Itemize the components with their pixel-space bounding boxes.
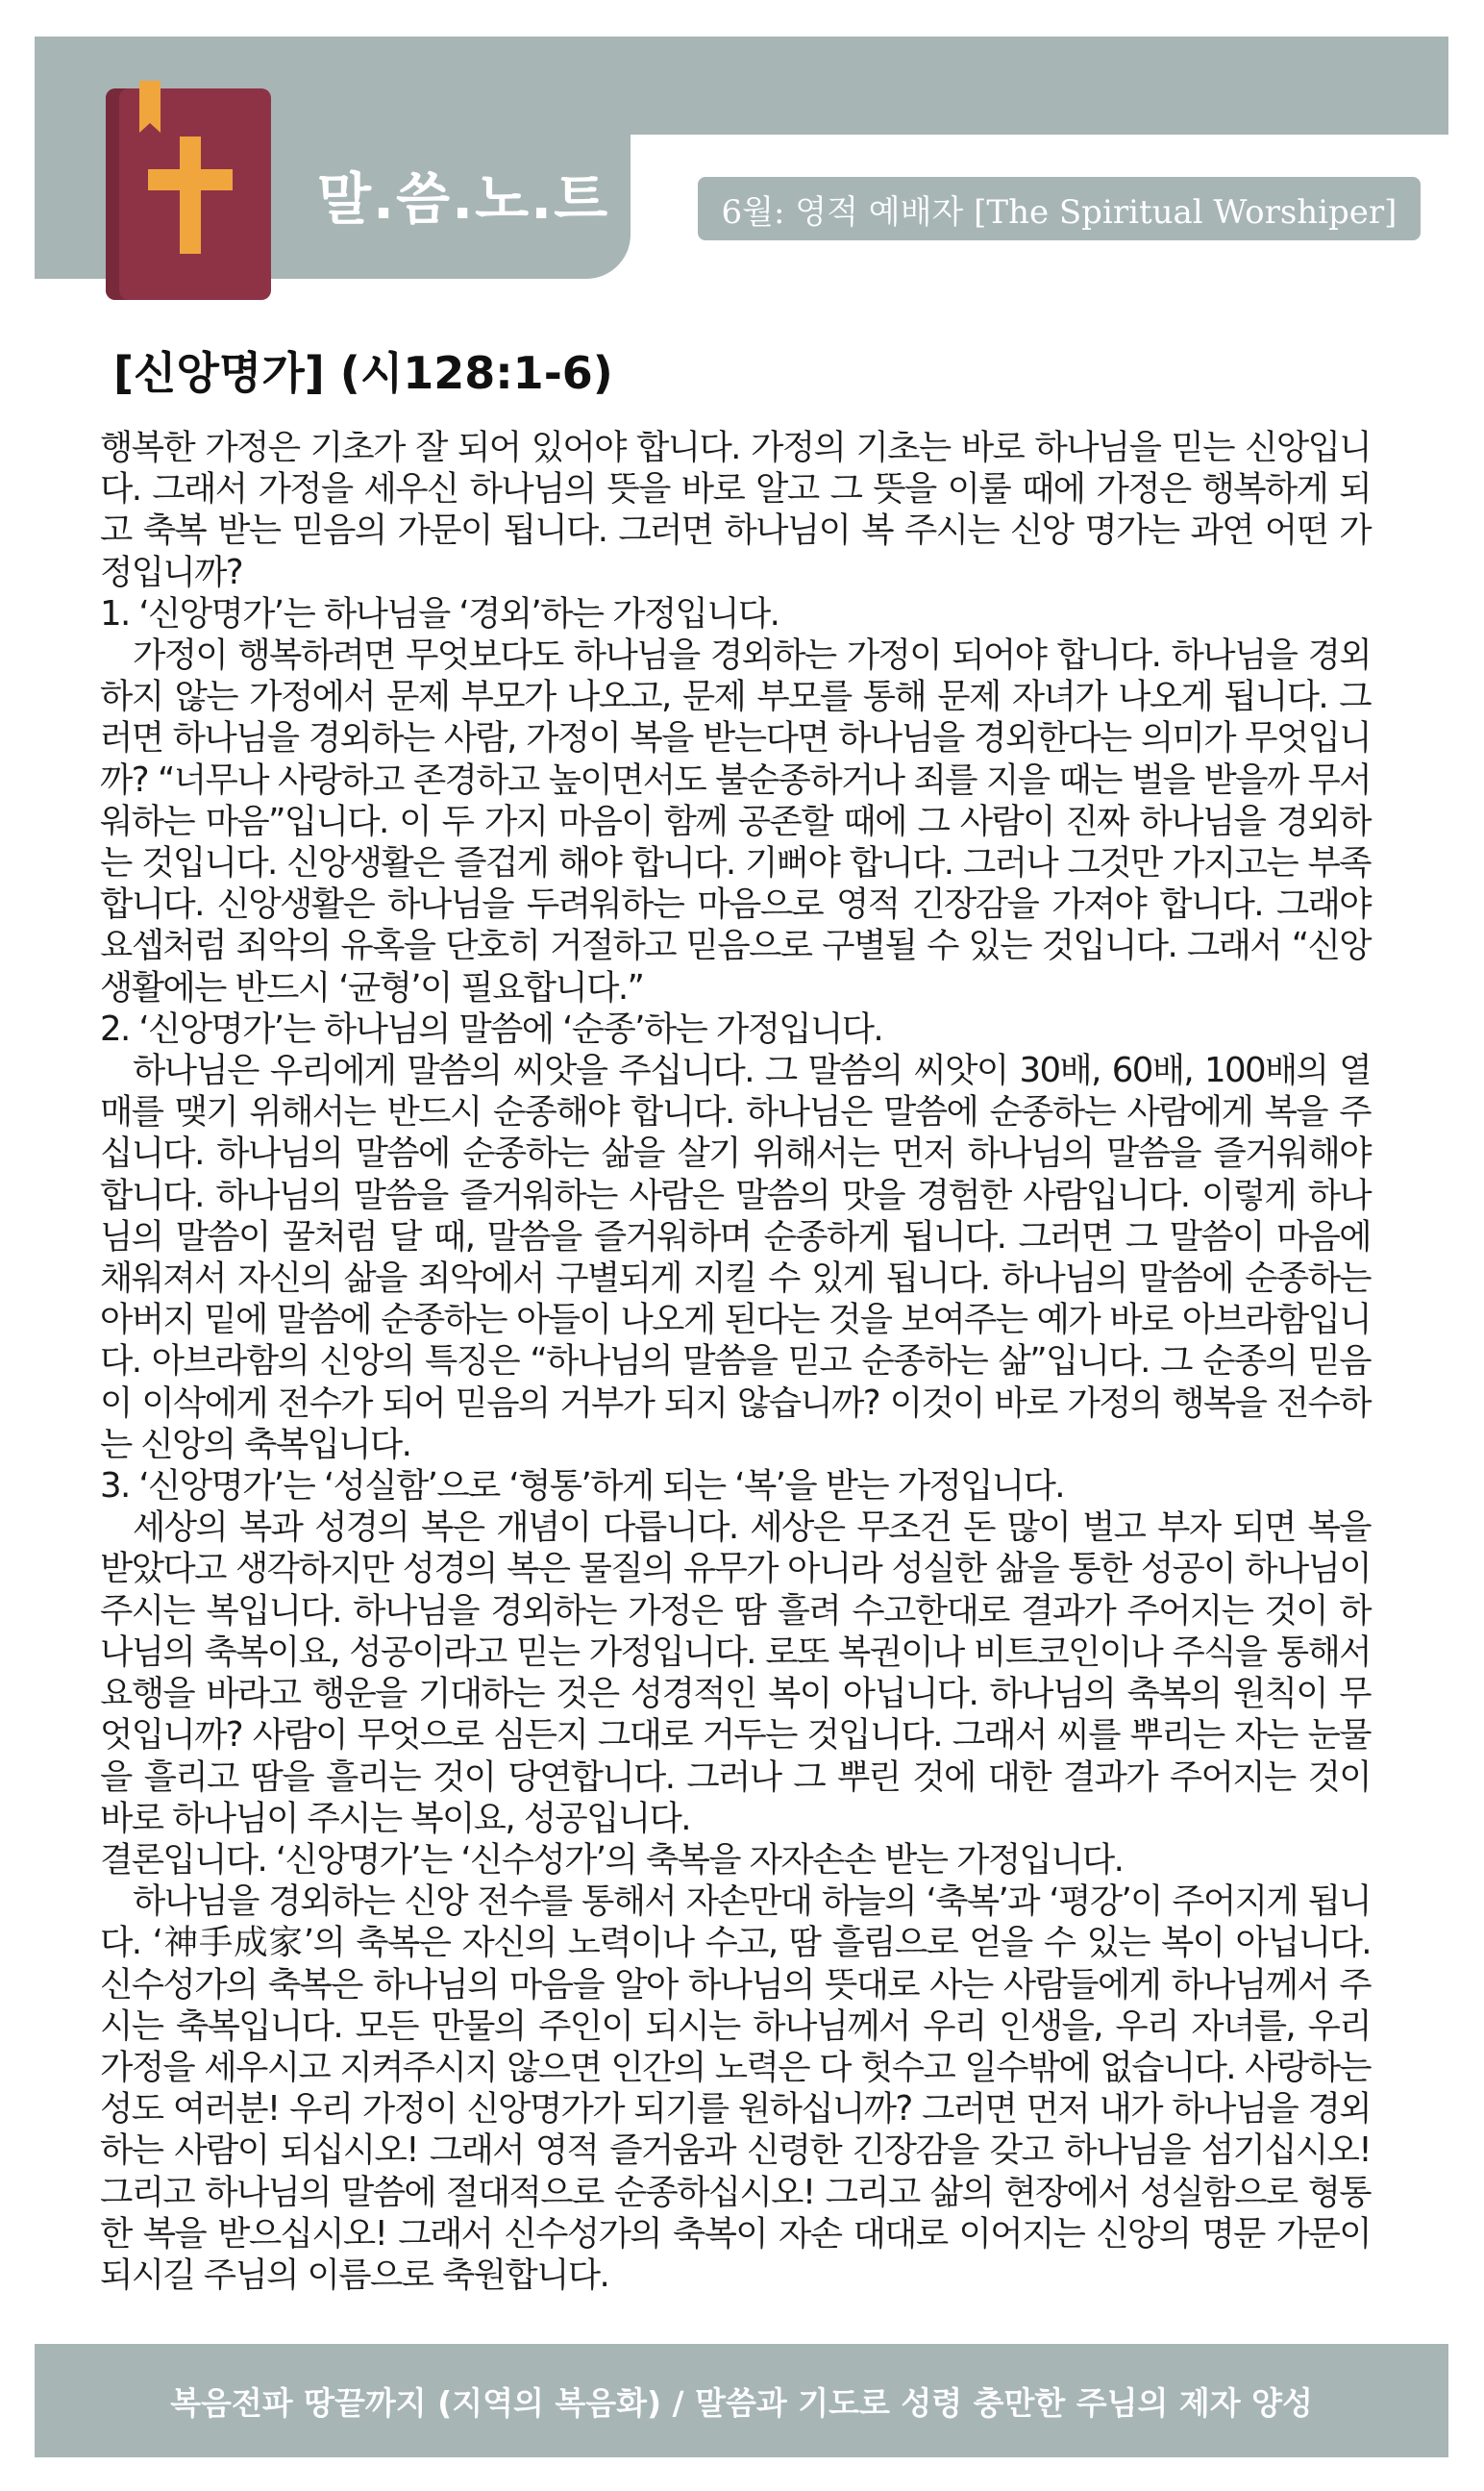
point-paragraph-3: 세상의 복과 성경의 복은 개념이 다릅니다. 세상은 무조건 돈 많이 벌고 부자 되면 복을 받았다고 생각하지만 성경의 복은 물질의 유무가 아니라 성실한 삶을 통한 성공이 하나님이 주시는 복입니다. 하나님을 경외하는 가정은 땀 흘려 수고한대로 결과가 주어지는 것이 하나님의 축복이요, 성공이라고 믿는 가정입니다. 로또 복권이나 비트코인이나 주식을 통해서 요행을 바라고 행운을 기대하는 것은 성경적인 복이 아닙니다. 하나님의 축복의 원칙이 무엇입니까? 사람이 무엇으로 심든지 그대로 거두는 것입니다. 그래서 씨를 뿌리는 자는 눈물을 흘리고 땀을 흘리는 것이 당연합니다. 그러나 그 뿌린 것에 대한 결과가 주어지는 것이 바로 하나님이 주시는 복이요, 성공입니다. (100, 1507, 1371, 1838)
conclusion-paragraph: 하나님을 경외하는 신앙 전수를 통해서 자손만대 하늘의 ‘축복’과 ‘평강’이 주어지게 됩니다. ‘神手成家’의 축복은 자신의 노력이나 수고, 땀 흘림으로 얻을 수 있는 복이 아닙니다. 신수성가의 축복은 하나님의 마음을 알아 하나님의 뜻대로 사는 사람들에게 하나님께서 주시는 축복입니다. 모든 만물의 주인이 되시는 하나님께서 우리 인생을, 우리 자녀를, 우리 가정을 세우시고 지켜주시지 않으면 인간의 노력은 다 헛수고 일수밖에 없습니다. 사랑하는 성도 여러분! 우리 가정이 신앙명가가 되기를 원하십니까? 그러면 먼저 내가 하나님을 경외하는 사람이 되십시오! 그래서 영적 즐거움과 신령한 긴장감을 갖고 하나님을 섬기십시오! 그리고 하나님의 말씀에 절대적으로 순종하십시오! 그리고 삶의 현장에서 성실함으로 형통한 복을 받으십시오! 그래서 신수성가의 축복이 자손 대대로 이어지는 신앙의 명문 가문이 되시길 주님의 이름으로 축원합니다. (100, 1881, 1371, 2295)
point-heading-2: 2. ‘신앙명가’는 하나님의 말씀에 ‘순종’하는 가정입니다. (100, 1009, 883, 1049)
point-paragraph-2: 하나님은 우리에게 말씀의 씨앗을 주십니다. 그 말씀의 씨앗이 30배, 60배, 100배의 열매를 맺기 위해서는 반드시 순종해야 합니다. 하나님은 말씀에 순종하는 사람에게 복을 주십니다. 하나님의 말씀에 순종하는 삶을 살기 위해서는 먼저 하나님의 말씀을 즐거워해야 합니다. 하나님의 말씀을 즐거워하는 사람은 말씀의 맛을 경험한 사람입니다. 이렇게 하나님의 말씀이 꿀처럼 달 때, 말씀을 즐거워하며 순종하게 됩니다. 그러면 그 말씀이 마음에 채워져서 자신의 삶을 죄악에서 구별되게 지킬 수 있게 됩니다. 하나님의 말씀에 순종하는 아버지 밑에 말씀에 순종하는 아들이 나오게 된다는 것을 보여주는 예가 바로 아브라함입니다. 아브라함의 신앙의 특징은 “하나님의 말씀을 믿고 순종하는 삶”입니다. 그 순종의 믿음이 이삭에게 전수가 되어 믿음의 거부가 되지 않습니까? 이것이 바로 가정의 행복을 전수하는 신앙의 축복입니다. (100, 1051, 1371, 1464)
conclusion-heading: 결론입니다. ‘신앙명가’는 ‘신수성가’의 축복을 자자손손 받는 가정입니다. (100, 1839, 1124, 1880)
bible-icon (106, 88, 271, 300)
sermon-body (100, 427, 1371, 2296)
point-heading-1: 1. ‘신앙명가’는 하나님을 ‘경외’하는 가정입니다. (100, 593, 779, 634)
cross-icon-bar (148, 169, 233, 190)
sermon-title: [신앙명가] (시128:1-6) (113, 347, 613, 399)
cross-icon (180, 137, 201, 254)
month-theme-badge: 6월: 영적 예배자 [The Spiritual Worshiper] (698, 177, 1421, 240)
bookmark-ribbon (139, 81, 161, 123)
intro-paragraph: 행복한 가정은 기초가 잘 되어 있어야 합니다. 가정의 기초는 바로 하나님을 믿는 신앙입니다. 그래서 가정을 세우신 하나님의 뜻을 바로 알고 그 뜻을 이룰 때에 가정은 행복하게 되고 축복 받는 믿음의 가문이 됩니다. 그러면 하나님이 복 주시는 신앙 명가는 과연 어떤 가정입니까? (100, 428, 1371, 592)
page-title: 말.씀.노.트 (317, 166, 610, 232)
point-heading-3: 3. ‘신앙명가’는 ‘성실함’으로 ‘형통’하게 되는 ‘복’을 받는 가정입니다. (100, 1466, 1064, 1507)
footer-mission-bar: 복음전파 땅끝까지 (지역의 복음화) / 말씀과 기도로 성령 충만한 주님의 제자 양성 (35, 2344, 1448, 2457)
point-paragraph-1: 가정이 행복하려면 무엇보다도 하나님을 경외하는 가정이 되어야 합니다. 하나님을 경외하지 않는 가정에서 문제 부모가 나오고, 문제 부모를 통해 문제 자녀가 나오게 됩니다. 그러면 하나님을 경외하는 사람, 가정이 복을 받는다면 하나님을 경외한다는 의미가 무엇입니까? “너무나 사랑하고 존경하고 높이면서도 불순종하거나 죄를 지을 때는 벌을 받을까 무서워하는 마음”입니다. 이 두 가지 마음이 함께 공존할 때에 그 사람이 진짜 하나님을 경외하는 것입니다. 신앙생활은 즐겁게 해야 합니다. 기뻐야 합니다. 그러나 그것만 가지고는 부족합니다. 신앙생활은 하나님을 두려워하는 마음으로 영적 긴장감을 가져야 합니다. 그래야 요셉처럼 죄악의 유혹을 단호히 거절하고 믿음으로 구별될 수 있는 것입니다. 그래서 “신앙생활에는 반드시 ‘균형’이 필요합니다.” (100, 635, 1371, 1008)
